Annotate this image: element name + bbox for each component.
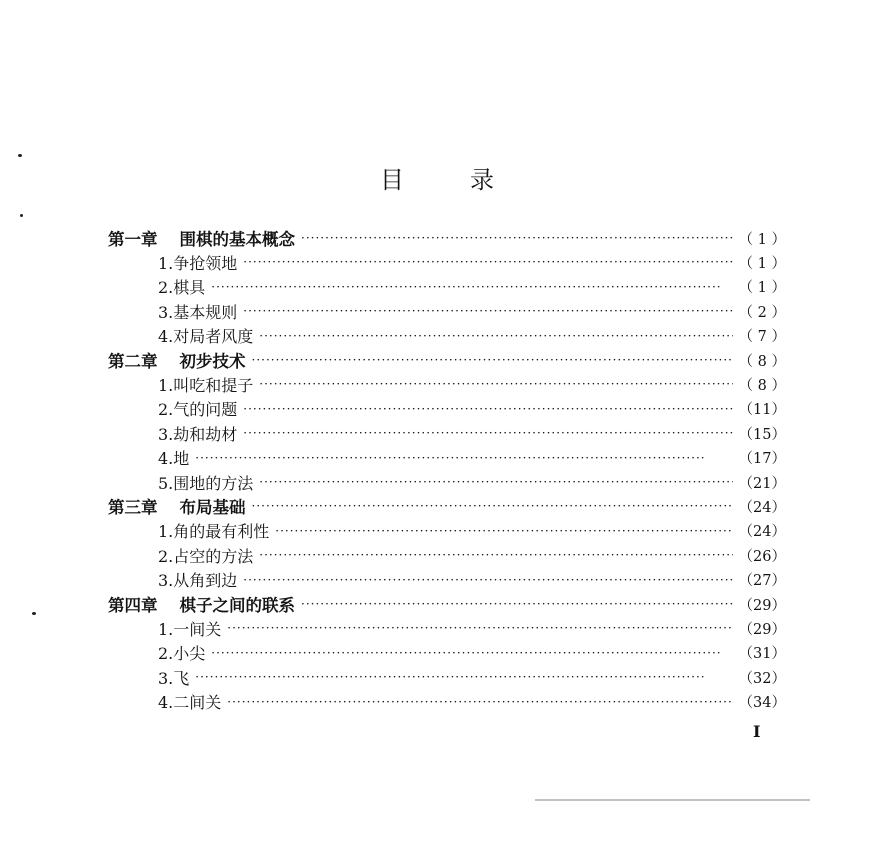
section-number: 1. (158, 619, 174, 639)
toc-section-row (158, 299, 786, 323)
toc-entry-label (158, 373, 253, 396)
dot-leader (301, 592, 733, 616)
toc-entry-label (158, 617, 221, 640)
toc-entry-label (158, 300, 237, 323)
toc-entry-label (158, 324, 253, 347)
page-number: （ 8 ） (738, 377, 786, 394)
chapter-title: 布局基础 (179, 498, 246, 518)
toc-entry-label (158, 471, 253, 494)
section-title: 围地的方法 (173, 473, 254, 493)
dot-leader (259, 324, 732, 348)
title-char-1: 目 (380, 166, 404, 194)
page-number: （ 1 ） (738, 280, 786, 297)
page-title (380, 160, 494, 195)
section-number: 2. (158, 644, 174, 664)
toc-section-row (158, 372, 786, 396)
page-number: （21） (738, 475, 786, 492)
section-title: 争抢领地 (173, 253, 238, 273)
toc-entry-label (158, 446, 189, 469)
toc-section-row (158, 641, 786, 665)
toc-section-row (158, 616, 786, 640)
toc-entry-label (108, 494, 246, 518)
page-folio: I (753, 722, 761, 741)
section-number: 1. (158, 522, 174, 542)
page-number: （17） (738, 451, 786, 468)
section-number: 3. (158, 424, 174, 444)
toc-chapter-row (108, 226, 786, 250)
page-number: （24） (738, 499, 786, 516)
section-number: 4. (158, 449, 174, 469)
toc-section-row (158, 690, 786, 714)
toc-section-row (158, 324, 786, 348)
dot-leader (243, 421, 732, 445)
toc-section-row (158, 665, 786, 689)
scan-speck (18, 154, 22, 157)
section-title: 棋具 (173, 278, 206, 298)
toc-section-row (158, 568, 786, 592)
toc-section-row (158, 543, 786, 567)
page-number: （ 8 ） (738, 353, 786, 370)
section-number: 3. (158, 571, 174, 591)
title-char-2: 录 (470, 166, 494, 194)
scan-speck (20, 214, 23, 217)
toc-section-row (158, 250, 786, 274)
section-title: 劫和劫材 (173, 424, 238, 444)
toc-section-row (158, 470, 786, 494)
dot-leader (211, 275, 732, 299)
toc-entry-label (158, 666, 189, 689)
toc-chapter-row (108, 592, 786, 616)
chapter-title: 初步技术 (179, 352, 246, 371)
section-number: 4. (158, 327, 174, 347)
dot-leader (227, 690, 732, 714)
chapter-number: 第四章 (108, 596, 158, 615)
page-number: （11） (738, 402, 786, 419)
dot-leader (243, 568, 732, 592)
dot-leader (259, 470, 732, 494)
dot-leader (211, 641, 732, 665)
chapter-number: 第三章 (108, 498, 158, 518)
toc-entry-label (158, 568, 237, 591)
toc-entry-label (158, 544, 253, 567)
dot-leader (243, 299, 732, 323)
page-number: （24） (738, 524, 786, 541)
dot-leader (227, 616, 732, 640)
page-number: （27） (738, 573, 786, 590)
section-number: 1. (158, 253, 174, 273)
toc-entry-label (158, 641, 205, 664)
dot-leader (301, 226, 733, 250)
toc-entry-label (158, 275, 205, 298)
section-title: 小尖 (173, 644, 206, 664)
toc-entry-label (158, 690, 221, 713)
page-number: （ 2 ） (738, 304, 786, 321)
page-number: （ 1 ） (738, 255, 786, 272)
section-title: 飞 (173, 668, 190, 688)
section-number: 3. (158, 302, 174, 322)
toc-entry-label (158, 519, 269, 542)
toc-entry-label (108, 592, 295, 616)
dot-leader (252, 348, 733, 372)
section-number: 2. (158, 278, 174, 298)
chapter-title: 棋子之间的联系 (179, 596, 295, 615)
page-number: （29） (738, 621, 786, 638)
toc-entry-label (158, 422, 237, 445)
toc-section-row (158, 275, 786, 299)
page-number: （26） (738, 548, 786, 565)
page-number: （ 7 ） (738, 329, 786, 346)
section-number: 1. (158, 375, 174, 395)
toc-section-row (158, 446, 786, 470)
page-number: （29） (738, 597, 786, 614)
section-title: 基本规则 (173, 302, 238, 322)
scan-streak (535, 799, 810, 801)
section-number: 4. (158, 693, 174, 713)
dot-leader (243, 250, 732, 274)
page-number: （31） (738, 646, 786, 663)
dot-leader (195, 665, 732, 689)
dot-leader (259, 372, 732, 396)
section-title: 地 (173, 449, 190, 469)
section-title: 叫吃和提子 (173, 375, 254, 395)
toc-entry-label (108, 348, 246, 372)
section-number: 2. (158, 400, 174, 420)
section-number: 3. (158, 668, 174, 688)
scan-speck (32, 612, 36, 615)
dot-leader (259, 543, 732, 567)
toc-entry-label (158, 397, 237, 420)
toc-chapter-row (108, 348, 786, 372)
chapter-title: 围棋的基本概念 (179, 230, 295, 249)
toc-section-row (158, 397, 786, 421)
toc-section-row (158, 421, 786, 445)
page-number: （ 1 ） (738, 231, 786, 248)
toc-entry-label (158, 251, 237, 274)
toc-chapter-row (108, 494, 786, 518)
dot-leader (252, 494, 733, 518)
page-number: （34） (738, 695, 786, 712)
dot-leader (195, 446, 732, 470)
toc-section-row (158, 519, 786, 543)
page-number: （15） (738, 426, 786, 443)
section-title: 二间关 (173, 693, 222, 713)
section-number: 5. (158, 473, 174, 493)
dot-leader (243, 397, 732, 421)
chapter-number: 第一章 (108, 230, 158, 249)
section-title: 角的最有利性 (173, 522, 270, 542)
section-title: 一间关 (173, 619, 222, 639)
chapter-number: 第二章 (108, 352, 158, 371)
section-title: 气的问题 (173, 400, 238, 420)
page-number: （32） (738, 670, 786, 687)
dot-leader (275, 519, 732, 543)
section-title: 从角到边 (173, 571, 238, 591)
section-title: 占空的方法 (173, 546, 254, 566)
toc-entry-label (108, 226, 295, 250)
section-number: 2. (158, 546, 174, 566)
section-title: 对局者风度 (173, 327, 254, 347)
